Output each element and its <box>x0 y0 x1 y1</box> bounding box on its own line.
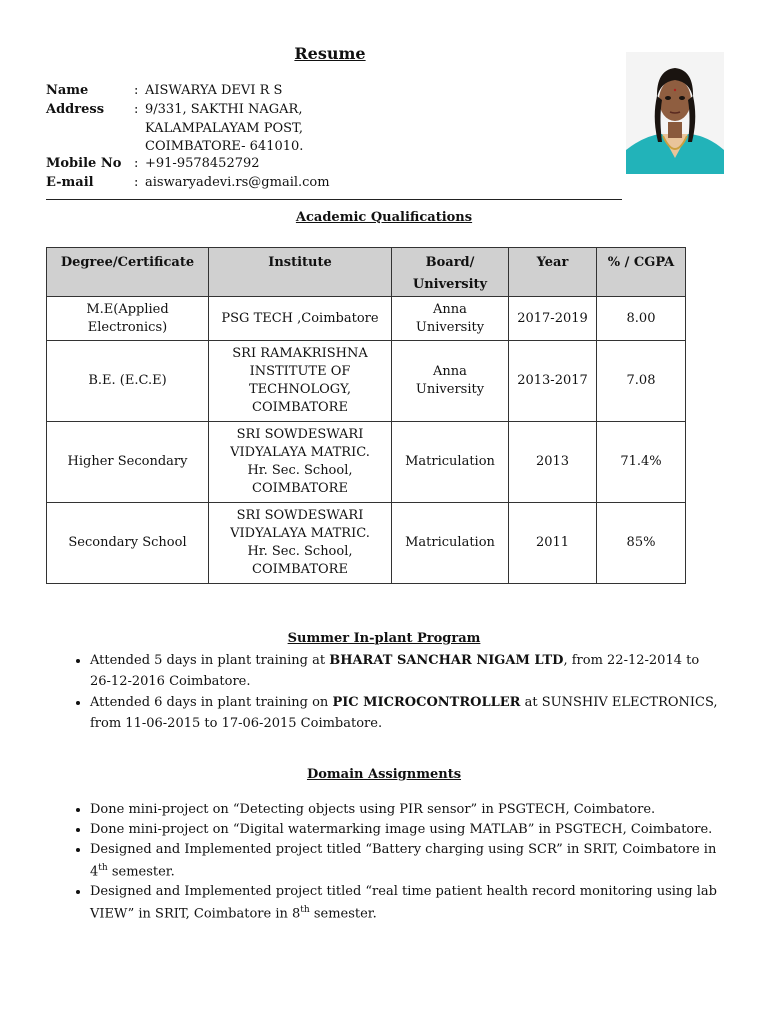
cell-year: 2011 <box>509 503 597 584</box>
table-header-row <box>47 248 686 297</box>
header-cgpa: % / CGPA <box>597 248 686 297</box>
portrait-image <box>626 52 724 174</box>
inplant-list <box>46 650 722 734</box>
academic-heading: Academic Qualifications <box>295 210 473 225</box>
cell-board: Anna University <box>392 297 509 341</box>
academic-table <box>46 247 686 584</box>
list-item <box>90 883 722 923</box>
ordinal-suffix: th <box>300 905 310 916</box>
item-text-end: at SUNSHIV ELECTRONICS, from 11-06-2015 to 17-06-2015 Coimbatore. <box>90 695 718 731</box>
cell-degree: B.E. (E.C.E) <box>47 341 209 422</box>
item-text: Attended 5 days in plant training at <box>90 653 330 668</box>
mobile-colon: : <box>134 156 139 171</box>
cell-board: Matriculation <box>392 503 509 584</box>
list-item <box>90 801 722 819</box>
cell-cgpa: 7.08 <box>597 341 686 422</box>
cell-cgpa: 71.4% <box>597 422 686 503</box>
header-year: Year <box>509 248 597 297</box>
profile-photo <box>626 52 724 174</box>
table-row <box>47 503 686 584</box>
address-label: Address <box>46 102 105 117</box>
mobile-label: Mobile No <box>46 156 122 171</box>
header-institute: Institute <box>209 248 392 297</box>
address-line-3: COIMBATORE- 641010. <box>145 139 304 154</box>
cell-cgpa: 8.00 <box>597 297 686 341</box>
item-text: Designed and Implemented project titled “real time patient health record monitoring using lab VIEW” in SRIT, Coimbatore in 8 <box>90 884 717 922</box>
table-row <box>47 422 686 503</box>
email-colon: : <box>134 175 139 190</box>
item-text: Done mini-project on “Detecting objects using PIR sensor” in PSGTECH, Coimbatore. <box>90 802 656 817</box>
item-text-end: , from 22-12-2014 to 26-12-2016 Coimbatore. <box>90 653 700 689</box>
list-item <box>90 841 722 881</box>
table-row <box>47 341 686 422</box>
cell-year: 2013-2017 <box>509 341 597 422</box>
mobile-value: +91-9578452792 <box>145 156 260 171</box>
header-divider <box>46 199 622 200</box>
item-text: Designed and Implemented project titled “Battery charging using SCR” in SRIT, Coimbatore in 4 <box>90 842 717 880</box>
domain-heading: Domain Assignments <box>306 767 462 782</box>
address-line-2: KALAMPALAYAM POST, <box>145 121 303 136</box>
cell-institute: SRI SOWDESWARI VIDYALAYA MATRIC. Hr. Sec. School, COIMBATORE <box>209 503 392 584</box>
email-value: aiswaryadevi.rs@gmail.com <box>145 175 330 190</box>
cell-institute: SRI RAMAKRISHNA INSTITUTE OF TECHNOLOGY, COIMBATORE <box>209 341 392 422</box>
item-text: Attended 6 days in plant training on <box>90 695 333 710</box>
cell-year: 2017-2019 <box>509 297 597 341</box>
cell-degree: M.E(Applied Electronics) <box>47 297 209 341</box>
ordinal-suffix: th <box>98 863 108 873</box>
cell-cgpa: 85% <box>597 503 686 584</box>
item-text: Done mini-project on “Digital watermarking image using MATLAB” in PSGTECH, Coimbatore. <box>90 822 713 837</box>
domain-list <box>46 801 722 926</box>
list-item <box>90 692 722 734</box>
header-degree: Degree/Certificate <box>47 248 209 297</box>
address-line-1: 9/331, SAKTHI NAGAR, <box>145 102 303 117</box>
name-label: Name <box>46 83 89 98</box>
cell-institute: PSG TECH ,Coimbatore <box>209 297 392 341</box>
name-colon: : <box>134 83 139 98</box>
item-text-end: semester. <box>107 864 175 880</box>
cell-year: 2013 <box>509 422 597 503</box>
name-value: AISWARYA DEVI R S <box>145 83 283 98</box>
inplant-heading: Summer In-plant Program <box>287 631 481 646</box>
header-board: Board/ University <box>392 248 509 297</box>
cell-board: Matriculation <box>392 422 509 503</box>
cell-degree: Secondary School <box>47 503 209 584</box>
item-topic: PIC MICROCONTROLLER <box>332 695 521 710</box>
item-text-end: semester. <box>309 906 377 922</box>
list-item <box>90 821 722 839</box>
item-company: BHARAT SANCHAR NIGAM LTD <box>329 653 564 668</box>
table-row <box>47 297 686 341</box>
list-item <box>90 650 722 692</box>
resume-title: Resume <box>294 44 366 63</box>
cell-board: Anna University <box>392 341 509 422</box>
cell-degree: Higher Secondary <box>47 422 209 503</box>
email-label: E-mail <box>46 175 94 190</box>
cell-institute: SRI SOWDESWARI VIDYALAYA MATRIC. Hr. Sec. School, COIMBATORE <box>209 422 392 503</box>
address-colon: : <box>134 102 139 117</box>
